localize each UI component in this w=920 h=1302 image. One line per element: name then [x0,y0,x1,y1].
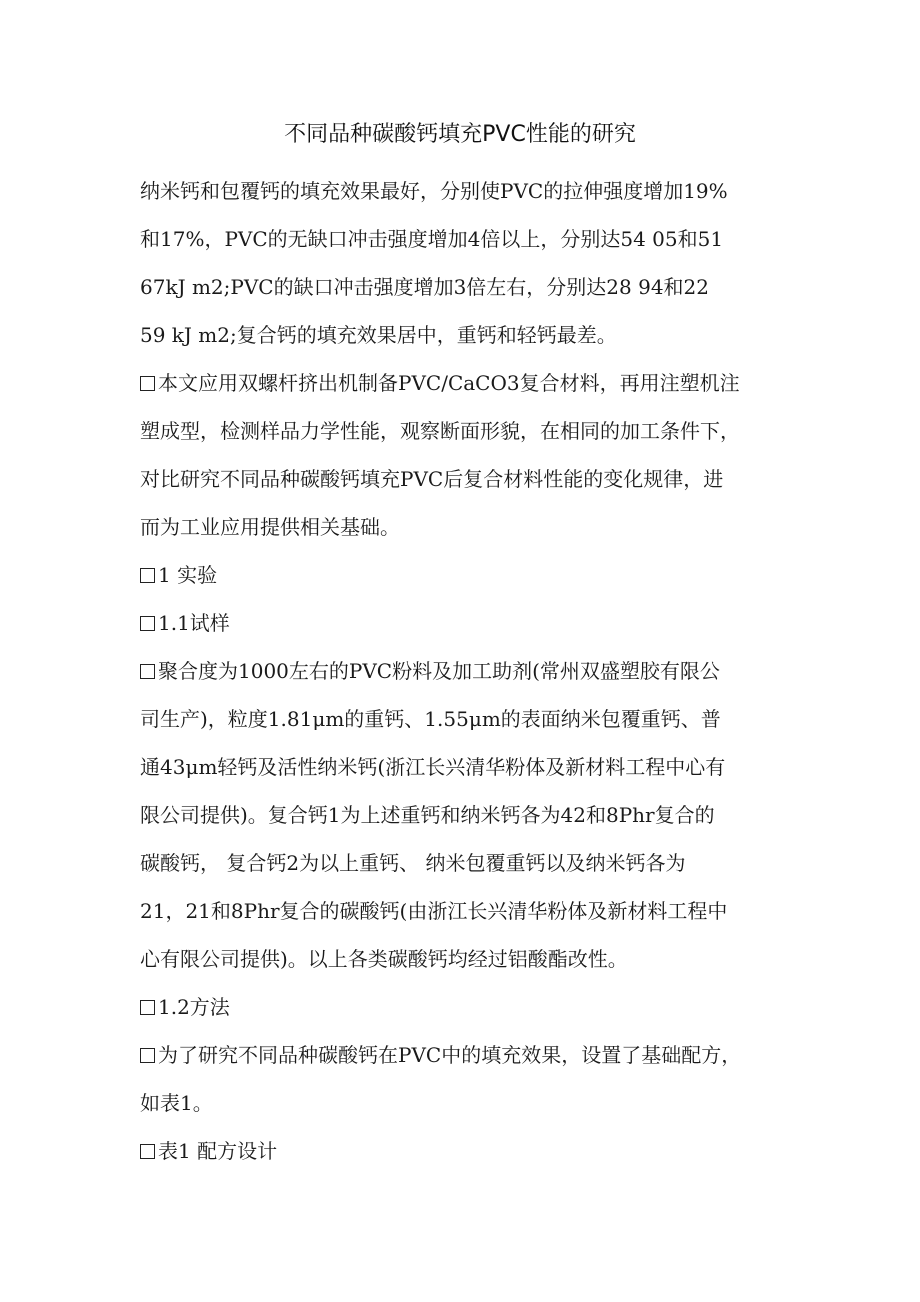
caption-text: 表1 配方设计 [158,1139,278,1163]
text-line: 纳米钙和包覆钙的填充效果最好，分别使PVC的拉伸强度增加19% [140,179,728,203]
checkbox-glyph-icon [140,568,155,583]
text-line: 而为工业应用提供相关基础。 [140,515,400,539]
checkbox-glyph-icon [140,616,155,631]
text-line-first [140,1127,780,1175]
checkbox-glyph-icon [140,376,155,391]
text-line: 司生产)，粒度1.81μm的重钙、1.55μm的表面纳米包覆重钙、普 [140,707,721,731]
paragraph-method [140,1031,780,1127]
text-line-first [140,359,780,407]
text-line: 聚合度为1000左右的PVC粉料及加工助剂(常州双盛塑胶有限公 [158,659,720,683]
document-body [140,167,780,1175]
paragraph-intro [140,359,780,551]
checkbox-glyph-icon [140,1000,155,1015]
text-line: 通43μm轻钙及活性纳米钙(浙江长兴清华粉体及新材料工程中心有 [140,755,726,779]
text-line: 本文应用双螺杆挤出机制备PVC/CaCO3复合材料，再用注塑机注 [158,371,740,395]
text-line: 心有限公司提供)。以上各类碳酸钙均经过铝酸酯改性。 [140,947,628,971]
heading-samples [140,599,780,647]
paragraph-summary [140,167,780,359]
text-line-first [140,983,780,1031]
heading-method [140,983,780,1031]
checkbox-glyph-icon [140,664,155,679]
table-caption [140,1127,780,1175]
checkbox-glyph-icon [140,1144,155,1159]
document-title: 不同品种碳酸钙填充PVC性能的研究 [284,122,636,147]
text-line: 碳酸钙， 复合钙2为以上重钙、 纳米包覆重钙以及纳米钙各为 [140,851,686,875]
text-line-first [140,551,780,599]
text-line: 对比研究不同品种碳酸钙填充PVC后复合材料性能的变化规律，进 [140,467,724,491]
paragraph-materials [140,647,780,983]
text-line-first [140,1031,780,1079]
text-line: 67kJ m2;PVC的缺口冲击强度增加3倍左右，分别达28 94和22 [140,275,710,299]
heading-experiment [140,551,780,599]
text-line: 为了研究不同品种碳酸钙在PVC中的填充效果，设置了基础配方， [158,1043,742,1067]
section-heading: 1.1试样 [158,611,230,635]
section-heading: 1 实验 [158,563,218,587]
text-line: 塑成型，检测样品力学性能，观察断面形貌，在相同的加工条件下， [140,419,740,443]
text-line: 59 kJ m2;复合钙的填充效果居中，重钙和轻钙最差。 [140,323,617,347]
text-line-first [140,599,780,647]
text-line: 和17%，PVC的无缺口冲击强度增加4倍以上，分别达54 05和51 [140,227,724,251]
text-line: 21，21和8Phr复合的碳酸钙(由浙江长兴清华粉体及新材料工程中 [140,899,728,923]
section-heading: 1.2方法 [158,995,230,1019]
text-line-first [140,647,780,695]
checkbox-glyph-icon [140,1048,155,1063]
text-line: 如表1。 [140,1091,213,1115]
text-line: 限公司提供)。复合钙1为上述重钙和纳米钙各为42和8Phr复合的 [140,803,715,827]
